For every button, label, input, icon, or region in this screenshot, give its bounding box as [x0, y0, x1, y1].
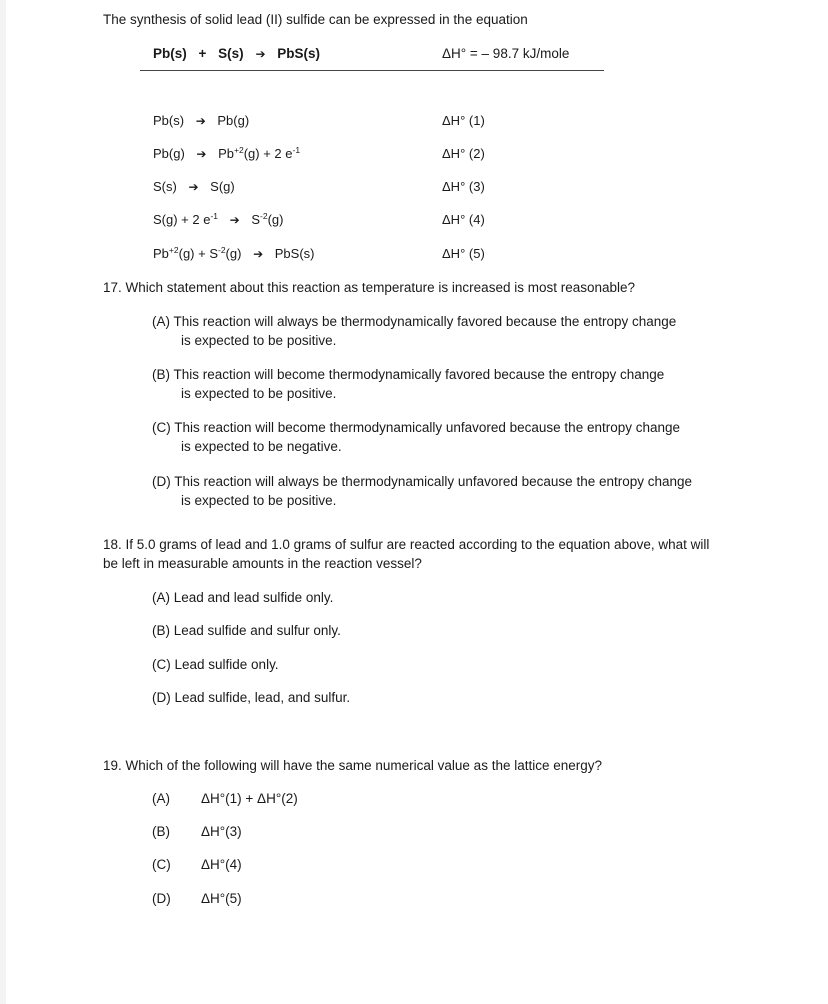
question-17-stem: 17. Which statement about this reaction as temperature is increased is most reasonable? — [103, 280, 636, 295]
step-5-equation — [153, 245, 314, 263]
charge-superscript: -2 — [217, 245, 226, 255]
q17-option-a-cont: is expected to be positive. — [181, 333, 337, 348]
q18-option-b: (B) Lead sulfide and sulfur only. — [152, 623, 341, 638]
charge-superscript: -1 — [292, 145, 301, 155]
step-3-equation — [153, 178, 235, 196]
q18-option-a: (A) Lead and lead sulfide only. — [152, 590, 334, 605]
step-1-dh: ΔH° (1) — [442, 113, 485, 128]
q17-option-d-cont: is expected to be positive. — [181, 493, 337, 508]
page-edge — [0, 0, 6, 1004]
q19-option-a-letter: (A) — [152, 791, 170, 806]
arrow-icon: ➔ — [255, 47, 266, 61]
step-5-mid: (g) + S — [178, 246, 218, 261]
q17-option-b: (B) This reaction will become thermodynamically favored because the entropy change — [152, 367, 665, 382]
step-4-equation — [153, 211, 283, 229]
q17-option-b-cont: is expected to be positive. — [181, 386, 337, 401]
arrow-icon: ➔ — [188, 180, 199, 194]
arrow-icon: ➔ — [253, 247, 264, 261]
q17-option-c-cont: is expected to be negative. — [181, 439, 342, 454]
step-5-species: Pb — [153, 246, 169, 261]
eq-product-pbs: PbS(s) — [277, 46, 321, 61]
intro-text: The synthesis of solid lead (II) sulfide can be expressed in the equation — [103, 12, 528, 27]
q19-option-b-letter: (B) — [152, 824, 170, 839]
eq-plus: + — [198, 46, 207, 61]
q19-option-c-letter: (C) — [152, 857, 171, 872]
arrow-icon: ➔ — [195, 114, 206, 128]
step-5-right: PbS(s) — [274, 246, 315, 261]
question-18-stem-cont: be left in measurable amounts in the reaction vessel? — [103, 556, 422, 571]
question-18-stem: 18. If 5.0 grams of lead and 1.0 grams of sulfur are reacted according to the equation above, what will — [103, 537, 710, 552]
step-2-species: Pb — [218, 146, 235, 161]
charge-superscript: -1 — [210, 211, 219, 221]
step-1-left: Pb(s) — [153, 113, 185, 128]
charge-superscript: +2 — [168, 245, 179, 255]
step-3-left: S(s) — [153, 179, 177, 194]
step-4-dh: ΔH° (4) — [442, 212, 485, 227]
step-1-equation — [153, 112, 249, 130]
q17-option-c: (C) This reaction will become thermodynamically unfavored because the entropy change — [152, 420, 681, 435]
step-3-dh: ΔH° (3) — [442, 179, 485, 194]
step-4-left: S(g) + 2 e — [153, 212, 211, 227]
main-equation-dh: ΔH° = – 98.7 kJ/mole — [442, 46, 570, 61]
arrow-icon: ➔ — [229, 213, 240, 227]
step-2-rest: (g) + 2 e — [243, 146, 293, 161]
q19-option-d-text: ΔH°(5) — [201, 891, 242, 906]
main-equation — [153, 45, 320, 63]
step-4-species: S — [251, 212, 260, 227]
charge-superscript: -2 — [260, 211, 268, 221]
q19-option-b-text: ΔH°(3) — [201, 824, 242, 839]
step-2-equation — [153, 145, 300, 163]
equation-divider — [140, 70, 604, 71]
q17-option-a: (A) This reaction will always be thermodynamically favored because the entropy change — [152, 314, 677, 329]
eq-reactant-pb: Pb(s) — [153, 46, 187, 61]
q19-option-d-letter: (D) — [152, 891, 171, 906]
arrow-icon: ➔ — [196, 147, 207, 161]
step-4-state: (g) — [267, 212, 284, 227]
q17-option-d: (D) This reaction will always be thermodynamically unfavored because the entropy change — [152, 474, 693, 489]
step-5-dh: ΔH° (5) — [442, 246, 485, 261]
question-19-stem: 19. Which of the following will have the same numerical value as the lattice energy? — [103, 758, 603, 773]
q18-option-d: (D) Lead sulfide, lead, and sulfur. — [152, 690, 351, 705]
step-3-right: S(g) — [210, 179, 235, 194]
step-1-right: Pb(g) — [217, 113, 250, 128]
step-5-state: (g) — [225, 246, 242, 261]
q18-option-c: (C) Lead sulfide only. — [152, 657, 279, 672]
charge-superscript: +2 — [234, 145, 244, 155]
step-2-left: Pb(g) — [153, 146, 185, 161]
step-2-dh: ΔH° (2) — [442, 146, 485, 161]
eq-reactant-s: S(s) — [218, 46, 244, 61]
q19-option-a-text: ΔH°(1) + ΔH°(2) — [201, 791, 298, 806]
q19-option-c-text: ΔH°(4) — [201, 857, 242, 872]
